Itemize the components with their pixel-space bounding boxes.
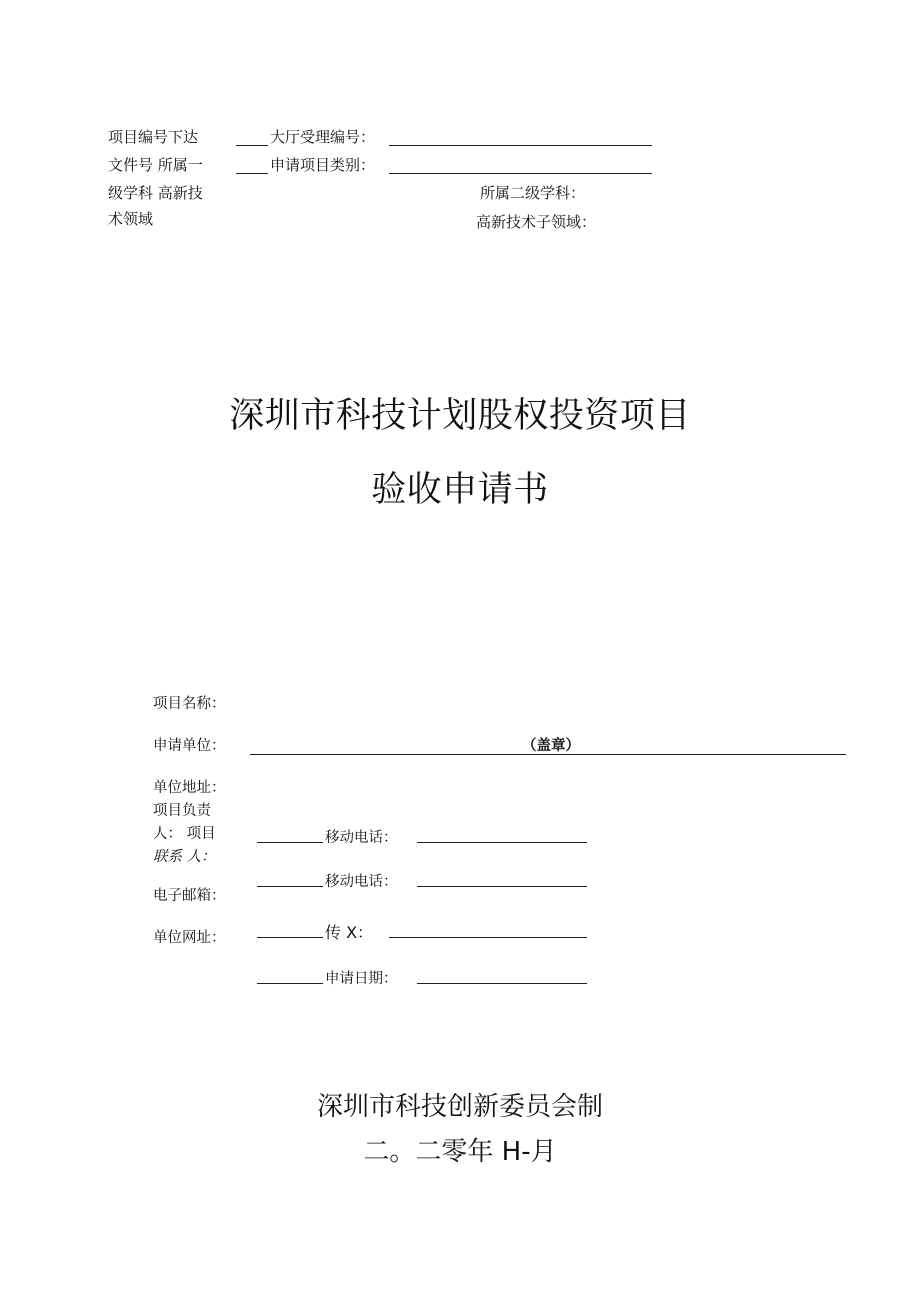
hall-number-label: 大厅受理编号： [270,128,376,146]
project-category-label: 申请项目类别： [270,156,376,174]
tech-subfield-label: 高新技术子领域： [476,213,597,231]
issuing-organization: 深圳市科技创新委员会制 [316,1092,603,1122]
leader-field[interactable] [257,842,323,843]
project-leader-label-1: 项目负责 [153,803,211,819]
apply-date-field[interactable] [417,983,587,984]
website-label: 单位网址： [153,930,226,946]
document-title-line2: 验收申请书 [371,470,549,510]
mobile-label-1: 移动电话： [325,830,398,846]
second-discipline-label: 所属二级学科： [480,184,586,202]
mobile-field-1[interactable] [417,842,587,843]
document-title-line1: 深圳市科技计划股权投资项目 [229,396,691,436]
mobile-field-2[interactable] [417,886,587,887]
doc-number-underline [236,173,268,174]
mobile-label-2: 移动电话： [325,874,398,890]
doc-number-label: 文件号 所属一 [108,156,203,174]
tech-field-label: 术领域 [108,210,154,228]
email-label: 电子邮箱： [153,888,226,904]
first-discipline-label: 级学科 高新技 [108,184,203,202]
project-number-label: 项目编号下达 [108,128,199,146]
project-name-label: 项目名称： [153,696,226,712]
seal-label: （盖章） [522,738,580,754]
email-field[interactable] [257,937,323,938]
fax-label: 传 X： [325,923,374,942]
project-leader-label-2: 人： 项目 [153,826,216,842]
apply-date-label: 申请日期： [325,971,398,987]
unit-address-label: 单位地址： [153,780,226,796]
project-category-field[interactable] [389,173,652,174]
project-number-underline [236,145,268,146]
fax-field[interactable] [389,937,587,938]
hall-number-field[interactable] [389,145,652,146]
website-field[interactable] [257,983,323,984]
applicant-unit-label: 申请单位： [153,738,226,754]
contact-person-label: 联系 人： [153,849,216,865]
contact-field[interactable] [257,886,323,887]
issue-date: 二。二零年 H-月 [363,1137,557,1167]
